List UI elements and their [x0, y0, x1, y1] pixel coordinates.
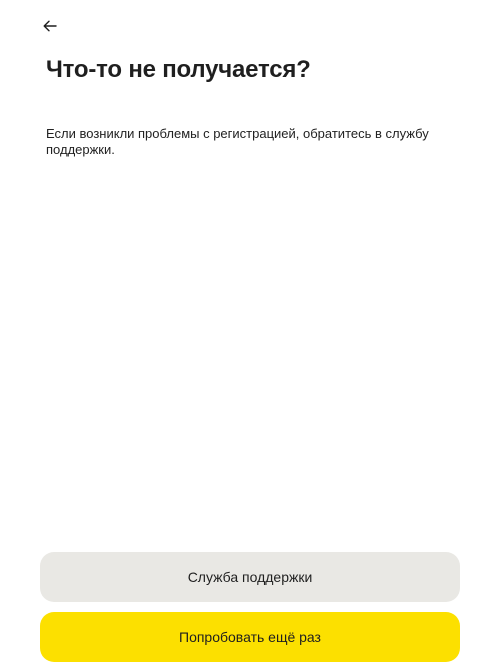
support-button-label: Служба поддержки	[187, 569, 313, 585]
support-button[interactable]	[40, 552, 460, 602]
back-button[interactable]	[38, 14, 62, 38]
retry-button[interactable]	[40, 612, 460, 662]
arrow-left-icon	[43, 20, 57, 32]
page-description: Если возникли проблемы с регистрацией, обратитесь в службу поддержки.	[46, 126, 429, 157]
page-title: Что-то не получается?	[46, 56, 311, 83]
retry-button-label: Попробовать ещё раз	[179, 629, 321, 645]
